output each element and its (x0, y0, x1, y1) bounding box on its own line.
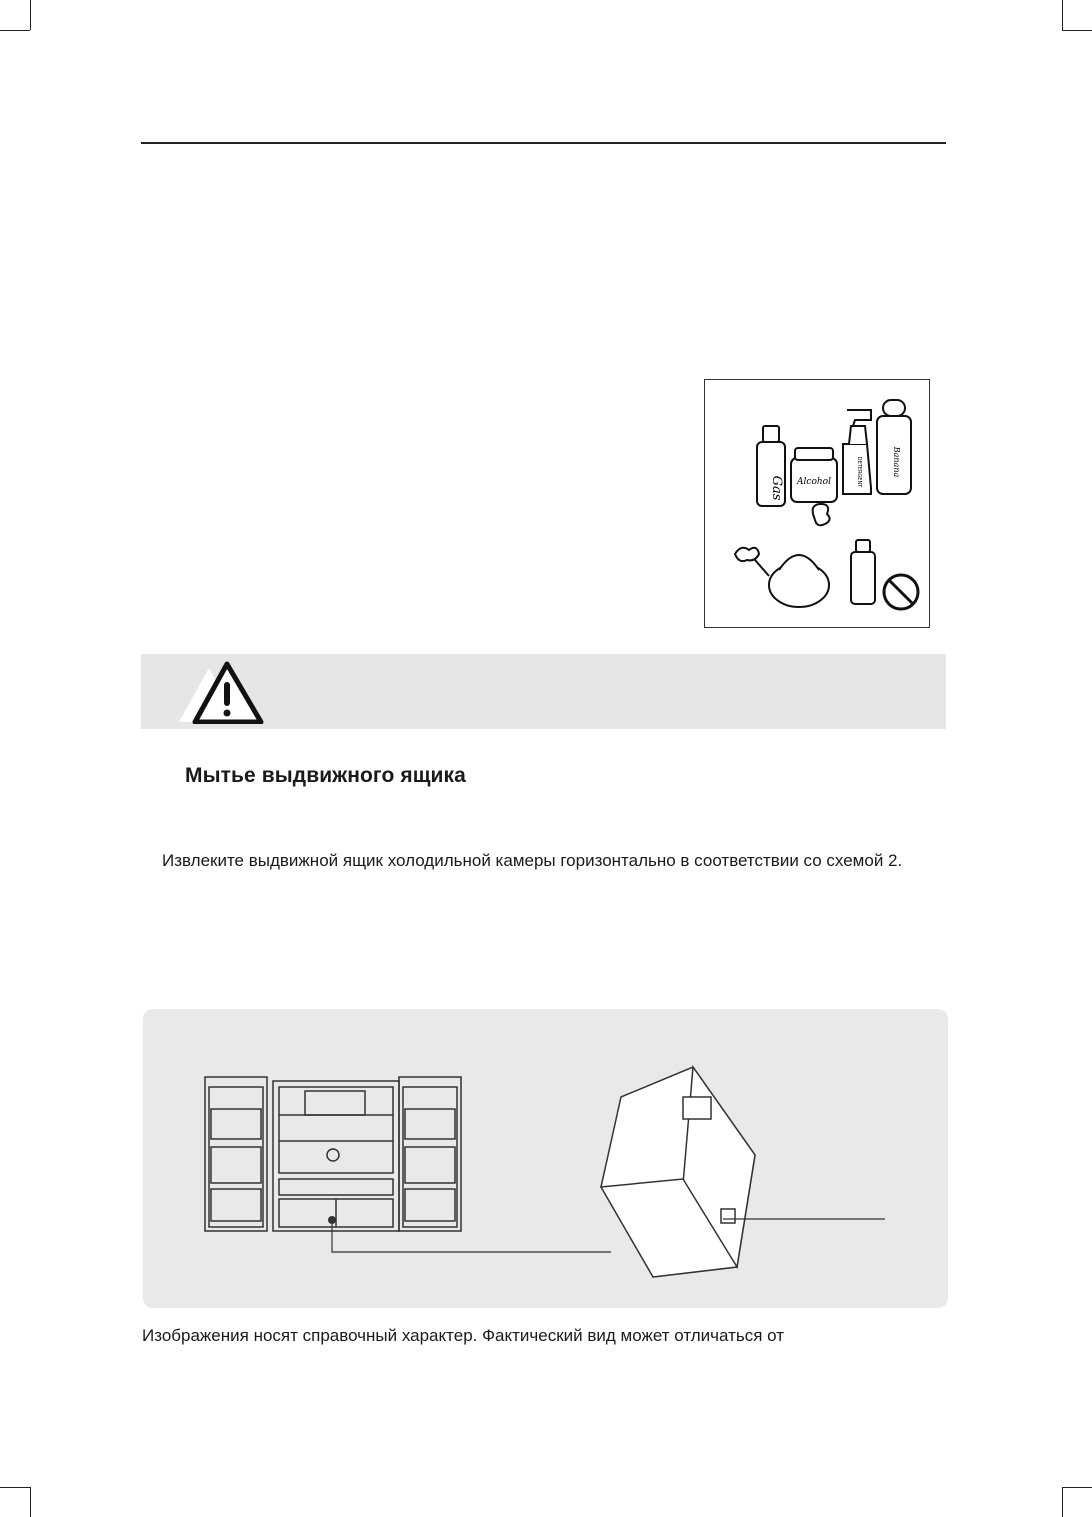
banana-label: Banana (892, 446, 901, 478)
chemicals-illustration (704, 379, 930, 628)
crop-mark-bottom-left-h (0, 1487, 30, 1488)
drawer-marker (328, 1216, 336, 1224)
small-bottle (851, 552, 875, 604)
drawer-perspective-view (601, 1067, 755, 1277)
fridge-front-view (205, 1077, 461, 1231)
crop-mark-top-right-v (1062, 0, 1063, 30)
warning-bar (141, 654, 946, 729)
alcohol-label: Alcohol (797, 477, 831, 487)
header-rule (141, 142, 946, 144)
crop-mark-top-left-v (30, 0, 31, 30)
warning-triangle-icon (173, 658, 265, 724)
crop-mark-bottom-right-h (1062, 1487, 1092, 1488)
footnote-text: Изображения носят справочный характер. Фактический вид может отличаться от (142, 1326, 785, 1345)
section-title: Мытье выдвижного ящика (185, 764, 466, 787)
gas-label: Gas (769, 475, 784, 501)
crop-mark-top-right-h (1062, 30, 1092, 31)
crop-mark-bottom-left-v (30, 1487, 31, 1517)
fridge-diagram (143, 1009, 948, 1308)
detergent-label: DETERGENT (856, 456, 862, 488)
no-entry-icon (884, 575, 918, 609)
callout-line-left (332, 1224, 611, 1252)
chemicals-drawing (705, 380, 929, 627)
instruction-text: Извлеките выдвижной ящик холодильной камеры горизонтально в соответствии со схемой 2. (162, 851, 903, 870)
diagram-panel (143, 1009, 948, 1308)
crop-mark-top-left-h (0, 30, 30, 31)
crop-mark-bottom-right-v (1062, 1487, 1063, 1517)
